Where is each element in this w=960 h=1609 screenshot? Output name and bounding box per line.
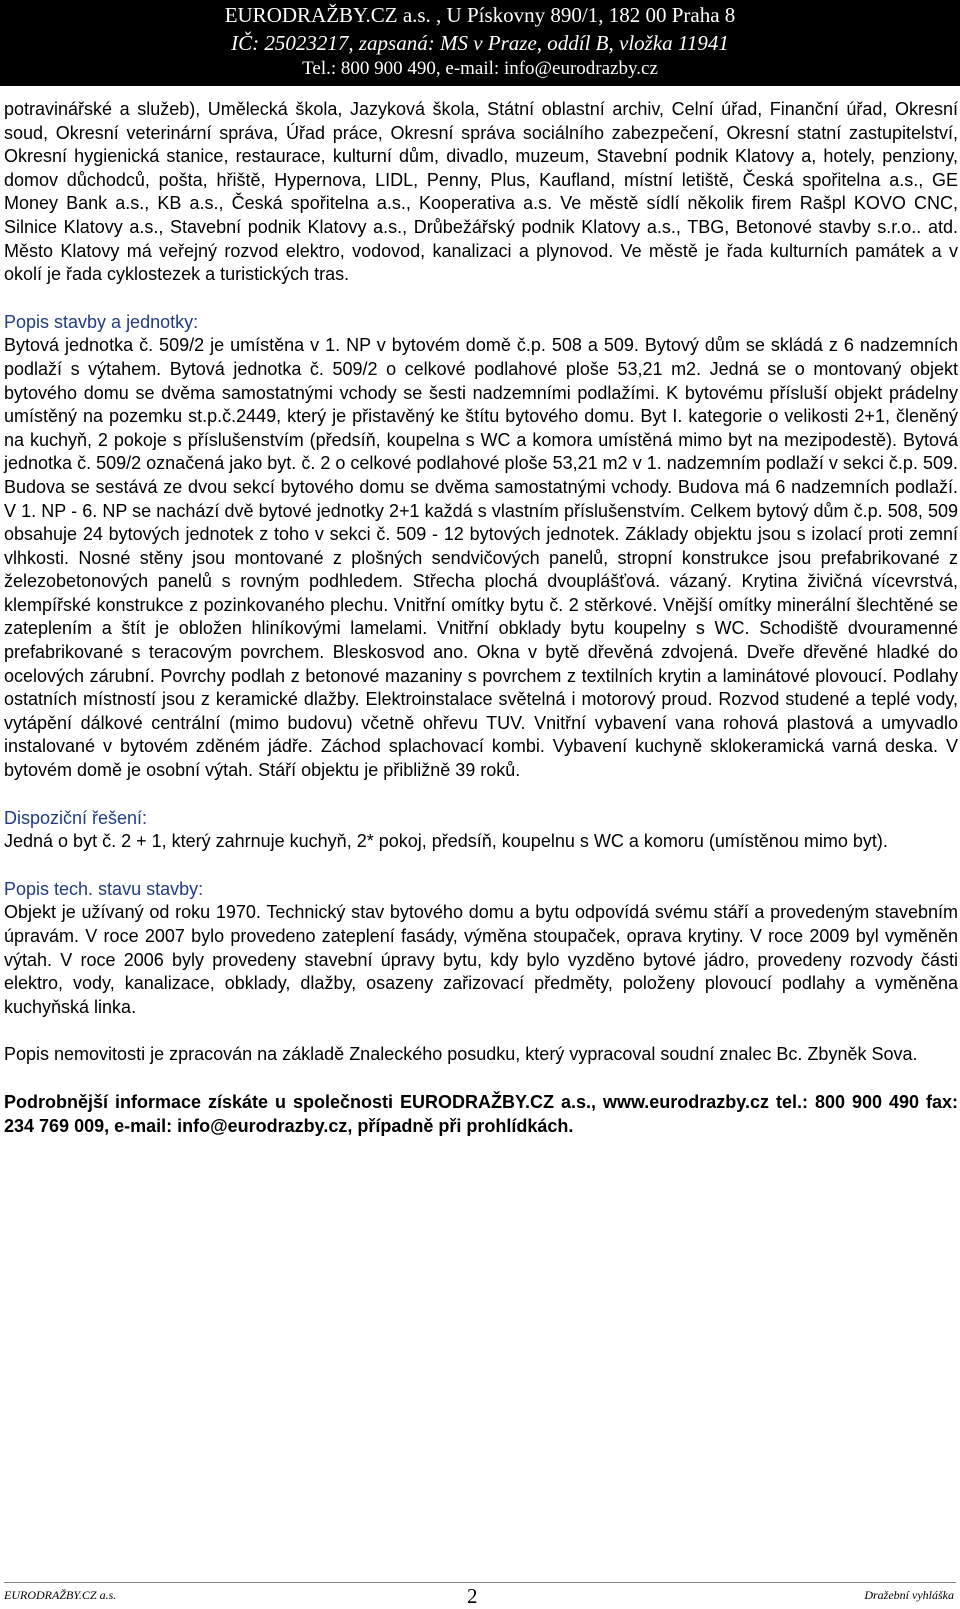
technical-condition-paragraph: Objekt je užívaný od roku 1970. Technický stav bytového domu a bytu odpovídá svému stáří a provedeným stavebním úpravám. V roce 2007 bylo provedeno zateplení fasády, výměna stoupaček, oprava krytiny. V roce 2009 byl vyměněn výtah. V roce 2006 byly provedeny stavební úpravy bytu, kdy bylo vyzděno bytové jádro, provedeny rozvody části elektro, vody, kanalizace, obklady, dlažby, osazeny zařizovací předměty, položeny plovoucí podlahy a vyměněna kuchyňská linka. — [4, 902, 958, 1017]
contact-info-paragraph: Podrobnější informace získáte u společnosti EURODRAŽBY.CZ a.s., www.eurodrazby.cz tel.: 800 900 490 fax: 234 769 009, e-mail: info@eurodrazby.cz, případně při prohlídkách. — [4, 1091, 958, 1136]
document-body — [4, 98, 958, 1138]
page-footer — [0, 1584, 960, 1608]
footer-company: EURODRAŽBY.CZ a.s. — [4, 1588, 117, 1602]
letterhead-banner — [0, 0, 960, 86]
location-amenities-paragraph: potravinářské a služeb), Umělecká škola, Jazyková škola, Státní oblastní archiv, Celní úřad, Finanční úřad, Okresní soud, Okresní veterinární správa, Úřad práce, Okresní správa sociálního zabezpečení, Okresní statní zastupitelství, Okresní hygienická stanice, restaurace, kulturní dům, divadlo, muzeum, Stavební podnik Klatovy a, hotely, penziony, domov důchodců, pošta, hřiště, Hypernova, LIDL, Penny, Plus, Kaufland, místní letiště, Česká spořitelna a.s., GE Money Bank a.s., KB a.s., Česká spořitelna a.s., Kooperativa a.s. Ve městě sídlí několik firem Rašpl KOVO CNC, Silnice Klatovy a.s., Stavební podnik Klatovy a.s., Drůbežářský podnik Klatovy a.s., TBG, Betonové stavby s.r.o.. atd. Město Klatovy má veřejný rozvod elektro, vodovod, kanalizaci a plynovod. Ve městě je řada kulturních památek a v okolí je řada cyklostezek a turistických tras. — [4, 99, 958, 285]
company-registration: IČ: 25023217, zapsaná: MS v Praze, oddíl B, vložka 11941 — [231, 31, 729, 55]
technical-condition-heading: Popis tech. stavu stavby: — [4, 878, 204, 899]
building-description-heading: Popis stavby a jednotky: — [4, 311, 199, 332]
company-name-address: EURODRAŽBY.CZ a.s. , U Pískovny 890/1, 182 00 Praha 8 — [224, 3, 736, 27]
footer-divider — [4, 1582, 956, 1583]
layout-heading: Dispoziční řešení: — [4, 807, 148, 828]
page-number: 2 — [467, 1584, 478, 1608]
building-description-paragraph: Bytová jednotka č. 509/2 je umístěna v 1. NP v bytovém domě č.p. 508 a 509. Bytový dům se skládá z 6 nadzemních podlaží s výtahem. Bytová jednotka č. 509/2 o celkové podlahové ploše 53,21 m2. Jedná se o montovaný objekt bytového domu se dvěma samostatnými vchody se šesti nadzemními podlažími. K bytovému přísluší objekt prádelny umístěný na pozemku st.p.č.2449, který je přistavěný ke štítu bytového domu. Byt I. kategorie o velikosti 2+1, členěný na kuchyň, 2 pokoje s příslušenstvím (předsíň, koupelna s WC a komora umístěná mimo byt na mezipodestě). Bytová jednotka č. 509/2 označená jako byt. č. 2 o celkové podlahové ploše 53,21 m2 v 1. nadzemním podlaží v sekci č.p. 509. Budova se sestává ze dvou sekcí bytového domu se dvěma samostatnými vchody. Budova má 6 nadzemních podlaží. V 1. NP - 6. NP se nachází dvě bytové jednotky 2+1 každá s vlastním příslušenstvím. Celkem bytový dům č.p. 508, 509 obsahuje 24 bytových jednotek z toho v sekci č. 509 - 12 bytových jednotek. Základy objektu jsou s izolací proti zemní vlhkosti. Nosné stěny jsou montované z plošných sendvičových panelů, stropní konstrukce jsou prefabrikované z železobetonových panelů s rovným podhledem. Střecha plochá dvouplášťová. vázaný. Krytina živičná vícevrstvá, klempířské konstrukce z pozinkovaného plechu. Vnitřní omítky bytu č. 2 stěrkové. Vnější omítky minerální šlechtěné se zateplením a štít je obložen hliníkovými lamelami. Vnitřní obklady bytu koupelny s WC. Schodiště dvouramenné prefabrikované s teracovým povrchem. Bleskosvod ano. Okna v bytě dřevěná zdvojená. Dveře dřevěné hladké do ocelových zárubní. Povrchy podlah z betonové mazaniny s povrchem z textilních krytin a laminátové plovoucí. Podlahy ostatních místností jsou z keramické dlažby. Elektroinstalace světelná i motorový proud. Rozvod studené a teplé vody, vytápění dálkové centrální (mimo budovu) včetně ohřevu TUV. Vnitřní vybavení vana rohová plastová a umyvadlo instalované v bytovém zděném jádře. Záchod splachovací kombi. Vybavení kuchyně sklokeramická varná deska. V bytovém domě je osobní výtah. Stáří objektu je přibližně 39 roků. — [4, 335, 958, 781]
footer-document-type: Dražební vyhláška — [864, 1588, 954, 1602]
appraisal-note-paragraph: Popis nemovitosti je zpracován na základě Znaleckého posudku, který vypracoval soudní znalec Bc. Zbyněk Sova. — [4, 1044, 918, 1065]
company-contact: Tel.: 800 900 490, e-mail: info@eurodrazby.cz — [302, 58, 658, 79]
layout-paragraph: Jedná o byt č. 2 + 1, který zahrnuje kuchyň, 2* pokoj, předsíň, koupelnu s WC a komoru (umístěnou mimo byt). — [4, 831, 888, 852]
